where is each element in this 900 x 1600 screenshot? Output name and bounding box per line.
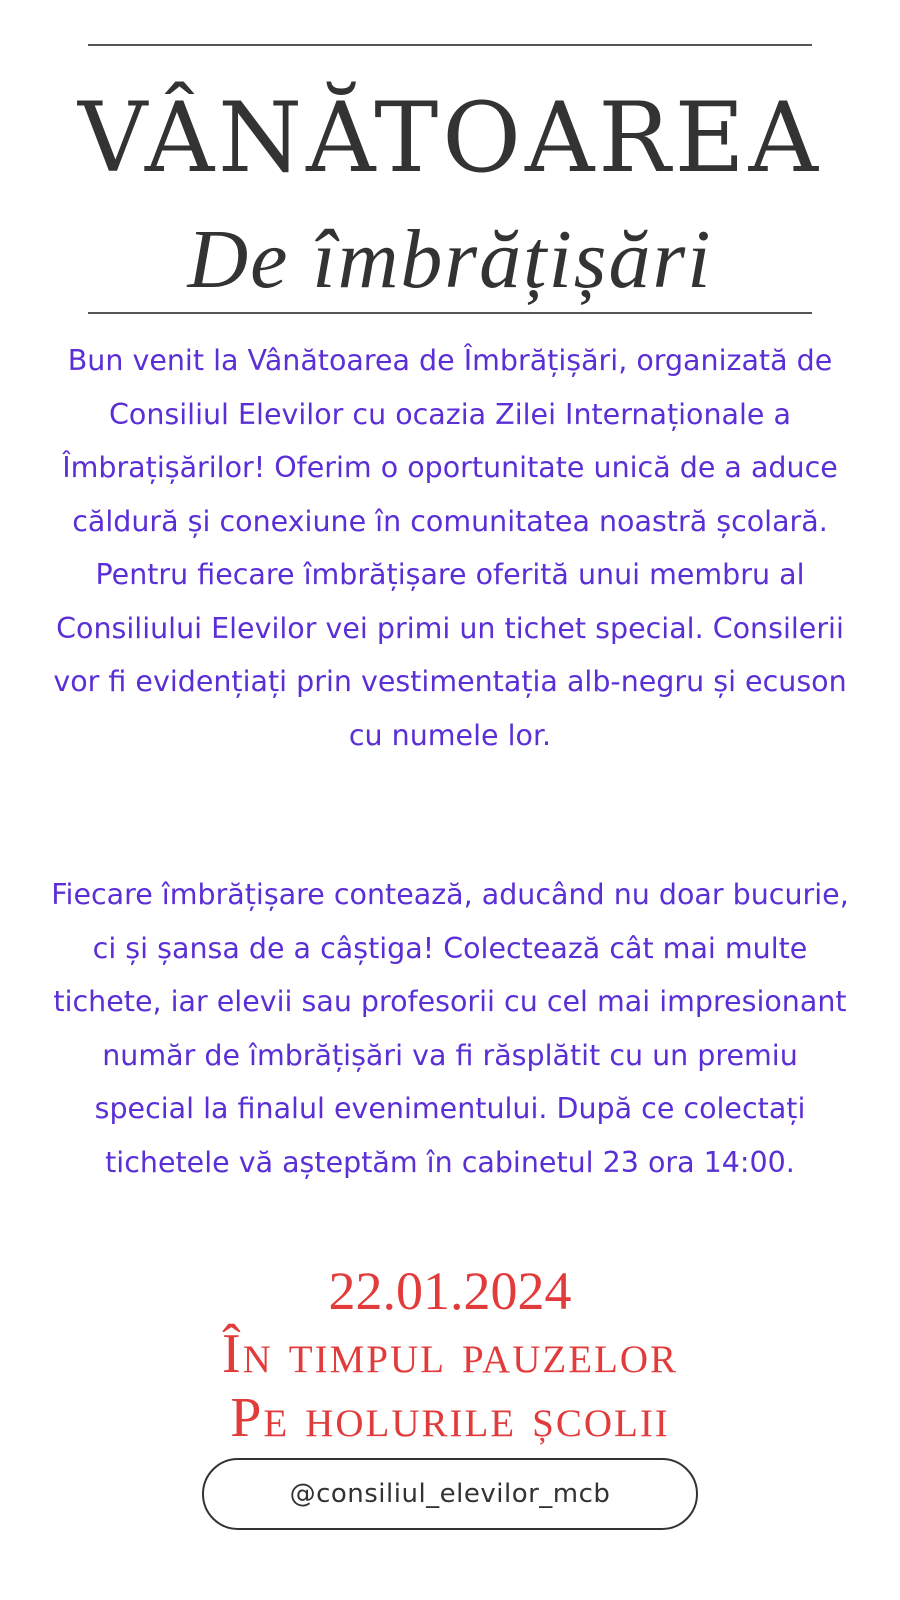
bottom-divider xyxy=(88,312,812,314)
intro-paragraph: Bun venit la Vânătoarea de Îmbrățișări, organizată de Consiliul Elevilor cu ocazia Zilei Internaționale a Îmbrațișărilor! Oferim o oportunitate unică de a aduce căldură și conexiune în comunitatea noastră școlară. Pentru fiecare îmbrățișare oferită unui membru al Consiliului Elevilor vei primi un tichet special. Consilerii vor fi evidențiați prin vestimentația alb-negru și ecuson cu numele lor. xyxy=(53,344,847,752)
poster-title: VÂNĂTOAREA xyxy=(78,82,822,194)
details-paragraph: Fiecare îmbrățișare contează, aducând nu doar bucurie, ci și șansa de a câștiga! Colectează cât mai multe tichete, iar elevii sau profesorii cu cel mai impresionant număr de îmbrățișări va fi răsplătit cu un premiu special la finalul evenimentului. După ce colectați tichetele vă așteptăm în cabinetul 23 ora 14:00. xyxy=(51,878,849,1179)
social-handle: @consiliul_elevilor_mcb xyxy=(289,1479,611,1509)
event-time: În timpul pauzelor xyxy=(221,1323,679,1385)
event-location: Pe holurile școlii xyxy=(230,1387,670,1449)
social-handle-badge xyxy=(202,1458,698,1530)
top-divider xyxy=(88,44,812,46)
event-date: 22.01.2024 xyxy=(328,1261,572,1321)
poster-subtitle: De îmbrățișări xyxy=(187,213,713,306)
